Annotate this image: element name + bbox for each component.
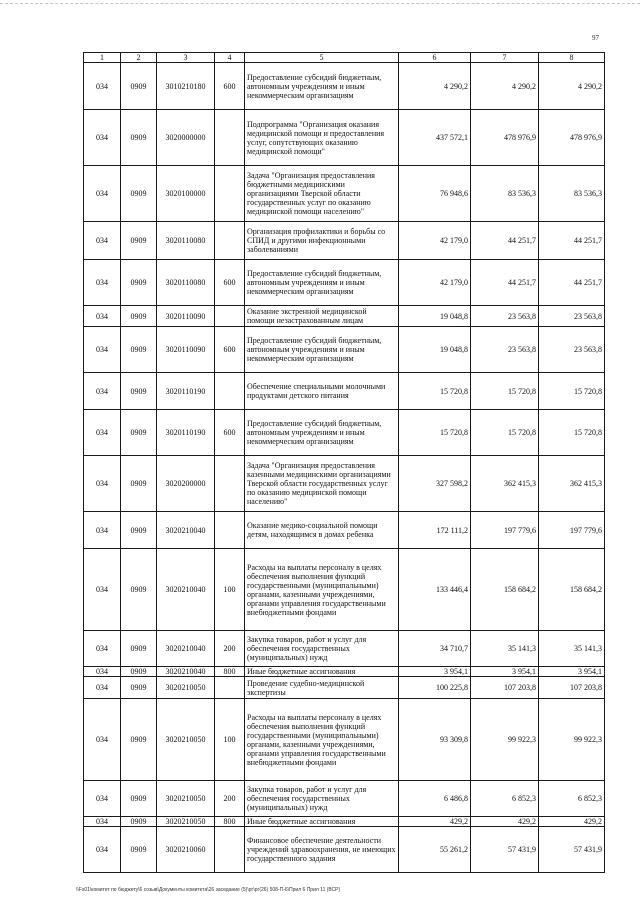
section-code: 0909 — [121, 260, 157, 306]
description: Финансовое обеспечение деятельности учреждений здравоохранения, не имеющих государственного задания — [245, 827, 399, 873]
amount-col6: 437 572,1 — [399, 110, 471, 166]
section-code: 0909 — [121, 631, 157, 667]
amount-col6: 42 179,0 — [399, 222, 471, 260]
ministry-code: 034 — [84, 549, 121, 631]
target-article-code: 3020100000 — [157, 166, 215, 222]
amount-col7: 362 415,3 — [471, 456, 539, 512]
ministry-code: 034 — [84, 166, 121, 222]
amount-col6: 76 948,6 — [399, 166, 471, 222]
target-article-code: 3020000000 — [157, 110, 215, 166]
amount-col8: 23 563,8 — [539, 327, 605, 373]
amount-col7: 44 251,7 — [471, 222, 539, 260]
header-cell: 3 — [157, 53, 215, 63]
expense-type-code — [215, 512, 245, 549]
ministry-code: 034 — [84, 512, 121, 549]
section-code: 0909 — [121, 667, 157, 677]
ministry-code: 034 — [84, 306, 121, 327]
amount-col8: 429,2 — [539, 817, 605, 827]
section-code: 0909 — [121, 110, 157, 166]
amount-col8: 6 852,3 — [539, 781, 605, 817]
table-row — [84, 166, 605, 222]
target-article-code: 3020110190 — [157, 410, 215, 456]
amount-col6: 42 179,0 — [399, 260, 471, 306]
amount-col8: 35 141,3 — [539, 631, 605, 667]
table-row — [84, 677, 605, 699]
table-row — [84, 63, 605, 110]
target-article-code: 3020210050 — [157, 677, 215, 699]
expense-type-code — [215, 456, 245, 512]
ministry-code: 034 — [84, 456, 121, 512]
top-dashed-rule — [0, 3, 640, 4]
amount-col7: 6 852,3 — [471, 781, 539, 817]
amount-col7: 429,2 — [471, 817, 539, 827]
expense-type-code: 600 — [215, 63, 245, 110]
expense-type-code — [215, 222, 245, 260]
section-code: 0909 — [121, 827, 157, 873]
expense-type-code — [215, 166, 245, 222]
description: Предоставление субсидий бюджетным, автономным учреждениям и иным некоммерческим организациям — [245, 410, 399, 456]
amount-col6: 133 446,4 — [399, 549, 471, 631]
amount-col7: 23 563,8 — [471, 327, 539, 373]
amount-col6: 93 309,8 — [399, 699, 471, 781]
target-article-code: 3020110080 — [157, 260, 215, 306]
amount-col7: 15 720,8 — [471, 410, 539, 456]
description: Закупка товаров, работ и услуг для обеспечения государственных (муниципальных) нужд — [245, 781, 399, 817]
ministry-code: 034 — [84, 410, 121, 456]
table-row — [84, 410, 605, 456]
amount-col6: 55 261,2 — [399, 827, 471, 873]
section-code: 0909 — [121, 373, 157, 410]
expense-type-code: 600 — [215, 327, 245, 373]
description: Оказание экстренной медицинской помощи незастрахованным лицам — [245, 306, 399, 327]
amount-col6: 19 048,8 — [399, 306, 471, 327]
target-article-code: 3020110190 — [157, 373, 215, 410]
target-article-code: 3020210060 — [157, 827, 215, 873]
table-row — [84, 817, 605, 827]
amount-col6: 4 290,2 — [399, 63, 471, 110]
ministry-code: 034 — [84, 667, 121, 677]
table-row — [84, 327, 605, 373]
table-row — [84, 549, 605, 631]
amount-col8: 44 251,7 — [539, 260, 605, 306]
header-cell: 5 — [245, 53, 399, 63]
ministry-code: 034 — [84, 677, 121, 699]
expense-type-code: 600 — [215, 260, 245, 306]
target-article-code: 3020210050 — [157, 781, 215, 817]
amount-col8: 57 431,9 — [539, 827, 605, 873]
section-code: 0909 — [121, 306, 157, 327]
amount-col8: 83 536,3 — [539, 166, 605, 222]
description: Предоставление субсидий бюджетным, автономным учреждениям и иным некоммерческим организациям — [245, 63, 399, 110]
description: Расходы на выплаты персоналу в целях обеспечения выполнения функций государственными (муниципальными) органами, казенными учреждениями, органами управления государственными внебюджетными фондами — [245, 699, 399, 781]
description: Предоставление субсидий бюджетным, автономным учреждениям и иным некоммерческим организациям — [245, 327, 399, 373]
amount-col7: 4 290,2 — [471, 63, 539, 110]
budget-table — [83, 52, 605, 873]
target-article-code: 3020110090 — [157, 306, 215, 327]
ministry-code: 034 — [84, 781, 121, 817]
section-code: 0909 — [121, 166, 157, 222]
file-path-footer: \\Fs01\комитет по бюджету\6 созыв\Документы комитета\26 заседание (5)\рг\рг(26) 508-П-6\Прил 6 Прил 11 (ВСР) — [76, 887, 341, 893]
table-row — [84, 512, 605, 549]
amount-col7: 44 251,7 — [471, 260, 539, 306]
target-article-code: 3020210050 — [157, 817, 215, 827]
expense-type-code — [215, 373, 245, 410]
table-row — [84, 456, 605, 512]
amount-col7: 57 431,9 — [471, 827, 539, 873]
amount-col8: 4 290,2 — [539, 63, 605, 110]
target-article-code: 3010210180 — [157, 63, 215, 110]
amount-col6: 15 720,8 — [399, 373, 471, 410]
amount-col7: 107 203,8 — [471, 677, 539, 699]
amount-col8: 23 563,8 — [539, 306, 605, 327]
amount-col6: 429,2 — [399, 817, 471, 827]
amount-col6: 6 486,8 — [399, 781, 471, 817]
header-cell: 2 — [121, 53, 157, 63]
expense-type-code — [215, 110, 245, 166]
page-number: 97 — [592, 34, 599, 42]
ministry-code: 034 — [84, 63, 121, 110]
section-code: 0909 — [121, 222, 157, 260]
target-article-code: 3020110080 — [157, 222, 215, 260]
amount-col8: 15 720,8 — [539, 410, 605, 456]
amount-col8: 362 415,3 — [539, 456, 605, 512]
amount-col7: 83 536,3 — [471, 166, 539, 222]
section-code: 0909 — [121, 512, 157, 549]
amount-col8: 99 922,3 — [539, 699, 605, 781]
expense-type-code: 100 — [215, 699, 245, 781]
section-code: 0909 — [121, 549, 157, 631]
amount-col7: 3 954,1 — [471, 667, 539, 677]
section-code: 0909 — [121, 817, 157, 827]
amount-col7: 35 141,3 — [471, 631, 539, 667]
amount-col8: 44 251,7 — [539, 222, 605, 260]
section-code: 0909 — [121, 63, 157, 110]
ministry-code: 034 — [84, 327, 121, 373]
ministry-code: 034 — [84, 827, 121, 873]
target-article-code: 3020210040 — [157, 512, 215, 549]
header-cell: 8 — [539, 53, 605, 63]
amount-col7: 158 684,2 — [471, 549, 539, 631]
table-row — [84, 699, 605, 781]
table-row — [84, 260, 605, 306]
ministry-code: 034 — [84, 110, 121, 166]
target-article-code: 3020210040 — [157, 667, 215, 677]
table-header-row — [84, 53, 605, 63]
amount-col8: 158 684,2 — [539, 549, 605, 631]
description: Задача "Организация предоставления бюджетными медицинскими организациями Тверской области государственных услуг по оказанию медицинской помощи населению" — [245, 166, 399, 222]
description: Иные бюджетные ассигнования — [245, 817, 399, 827]
header-cell: 6 — [399, 53, 471, 63]
amount-col8: 478 976,9 — [539, 110, 605, 166]
amount-col7: 197 779,6 — [471, 512, 539, 549]
amount-col6: 100 225,8 — [399, 677, 471, 699]
target-article-code: 3020110090 — [157, 327, 215, 373]
ministry-code: 034 — [84, 260, 121, 306]
table-row — [84, 631, 605, 667]
amount-col8: 15 720,8 — [539, 373, 605, 410]
description: Закупка товаров, работ и услуг для обеспечения государственных (муниципальных) нужд — [245, 631, 399, 667]
section-code: 0909 — [121, 677, 157, 699]
section-code: 0909 — [121, 699, 157, 781]
ministry-code: 034 — [84, 699, 121, 781]
description: Оказание медико-социальной помощи детям, находящимся в домах ребенка — [245, 512, 399, 549]
amount-col7: 15 720,8 — [471, 373, 539, 410]
expense-type-code: 200 — [215, 631, 245, 667]
amount-col8: 107 203,8 — [539, 677, 605, 699]
expense-type-code: 600 — [215, 410, 245, 456]
table-row — [84, 667, 605, 677]
expense-type-code — [215, 827, 245, 873]
expense-type-code: 100 — [215, 549, 245, 631]
table-row — [84, 222, 605, 260]
amount-col6: 172 111,2 — [399, 512, 471, 549]
ministry-code: 034 — [84, 817, 121, 827]
ministry-code: 034 — [84, 631, 121, 667]
header-cell: 4 — [215, 53, 245, 63]
description: Проведение судебно-медицинской экспертизы — [245, 677, 399, 699]
amount-col7: 99 922,3 — [471, 699, 539, 781]
header-cell: 1 — [84, 53, 121, 63]
expense-type-code: 200 — [215, 781, 245, 817]
amount-col6: 34 710,7 — [399, 631, 471, 667]
amount-col7: 478 976,9 — [471, 110, 539, 166]
expense-type-code: 800 — [215, 817, 245, 827]
description: Иные бюджетные ассигнования — [245, 667, 399, 677]
amount-col6: 15 720,8 — [399, 410, 471, 456]
description: Предоставление субсидий бюджетным, автономным учреждениям и иным некоммерческим организациям — [245, 260, 399, 306]
description: Обеспечение специальными молочными продуктами детского питания — [245, 373, 399, 410]
amount-col8: 3 954,1 — [539, 667, 605, 677]
amount-col8: 197 779,6 — [539, 512, 605, 549]
table-row — [84, 827, 605, 873]
section-code: 0909 — [121, 456, 157, 512]
description: Организация профилактики и борьбы со СПИД и другими инфекционными заболеваниями — [245, 222, 399, 260]
ministry-code: 034 — [84, 373, 121, 410]
table-row — [84, 306, 605, 327]
header-cell: 7 — [471, 53, 539, 63]
ministry-code: 034 — [84, 222, 121, 260]
target-article-code: 3020200000 — [157, 456, 215, 512]
table-row — [84, 781, 605, 817]
target-article-code: 3020210040 — [157, 549, 215, 631]
target-article-code: 3020210050 — [157, 699, 215, 781]
table-row — [84, 373, 605, 410]
section-code: 0909 — [121, 327, 157, 373]
target-article-code: 3020210040 — [157, 631, 215, 667]
table-row — [84, 110, 605, 166]
amount-col6: 327 598,2 — [399, 456, 471, 512]
description: Задача "Организация предоставления казенными медицинскими организациями Тверской области государственных услуг по оказанию медицинской помощи населению" — [245, 456, 399, 512]
amount-col6: 19 048,8 — [399, 327, 471, 373]
description: Подпрограмма "Организация оказания медицинской помощи и предоставления услуг, сопутствующих оказанию медицинской помощи" — [245, 110, 399, 166]
section-code: 0909 — [121, 410, 157, 456]
amount-col7: 23 563,8 — [471, 306, 539, 327]
amount-col6: 3 954,1 — [399, 667, 471, 677]
description: Расходы на выплаты персоналу в целях обеспечения выполнения функций государственными (муниципальными) органами, казенными учреждениями, органами управления государственными внебюджетными фондами — [245, 549, 399, 631]
expense-type-code — [215, 306, 245, 327]
section-code: 0909 — [121, 781, 157, 817]
expense-type-code — [215, 677, 245, 699]
expense-type-code: 800 — [215, 667, 245, 677]
